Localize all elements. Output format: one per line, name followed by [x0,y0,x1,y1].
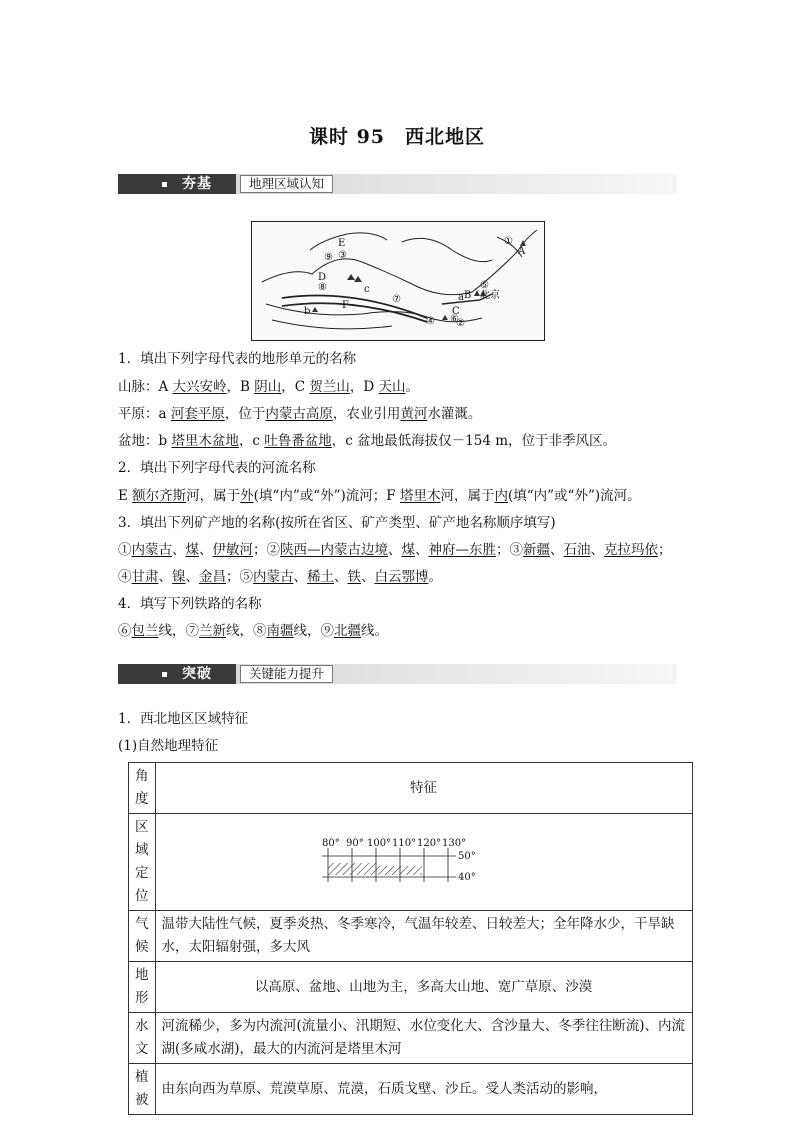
answer-blank: 新疆 [523,542,550,558]
features-table [128,762,693,1115]
square-bullet-icon [162,182,167,187]
map-label-9: ⑨ [324,252,333,263]
table-cell-key: 地形 [129,962,156,1013]
map-label-d: D [318,272,327,283]
answer-blank: 黄河 [400,406,428,422]
lon-label: 90° [345,838,364,849]
q1-basins: 盆地：b 塔里木盆地，c 吐鲁番盆地，c 盆地最低海拔仅－154 m，位于非季风区。 [118,433,617,449]
lon-label: 100° [366,838,391,849]
q1-plains: 平原：a 河套平原，位于内蒙古高原，农业引用黄河水灌溉。 [118,406,482,422]
table-cell-value [155,814,692,911]
answer-blank: 贺兰山 [309,379,350,395]
q2-heading: 2．填出下列字母代表的河流名称 [118,460,316,476]
map-label-1: ① [504,236,513,247]
q1-mountains: 山脉：A 大兴安岭，B 阴山，C 贺兰山，D 天山。 [118,379,420,395]
answer-blank: 克拉玛依 [604,542,658,558]
answer-blank: 吐鲁番盆地 [264,433,332,449]
answer-blank: 塔里木盆地 [171,433,239,449]
table-row [129,1013,693,1064]
subheading-1: 1．西北地区区域特征 [118,711,249,727]
section-tag: 夯基 [182,176,212,192]
map-label-e: E [338,238,346,249]
answer-blank: 金昌 [199,569,226,585]
answer-blank: 包兰 [131,623,159,639]
map-label-a-lower: a [458,292,464,303]
table-cell-key: 植被 [129,1064,156,1115]
q1-heading: 1．填出下列字母代表的地形单元的名称 [118,351,357,367]
map-label-2: ② [456,318,465,329]
q4-heading: 4．填写下列铁路的名称 [118,596,262,612]
answer-blank: 甘肃 [131,569,159,585]
map-label-c-lower: c [364,284,370,295]
answer-blank: 河套平原 [170,406,225,422]
answer-blank: 煤 [185,542,199,558]
answer-blank: 伊敏河 [212,542,253,558]
table-row [129,962,693,1013]
answer-blank: 天山 [378,379,406,395]
answer-blank: 塔里木 [399,488,441,504]
answer-blank: 白云鄂博 [374,569,429,585]
lon-label: 80° [321,838,340,849]
lat-label: 50° [457,851,476,862]
q3-line-2: ④甘肃、镍、金昌；⑤内蒙古、稀土、铁、白云鄂博。 [118,569,442,585]
answer-blank: 北疆 [334,623,361,639]
lon-label: 120° [416,838,441,849]
answer-blank: 内蒙古高原 [265,406,333,422]
square-bullet-icon [162,672,167,677]
answer-blank: 陕西—内蒙古边境 [280,542,388,558]
section-tag: 突破 [182,666,212,682]
answer-blank: 煤 [401,542,415,558]
answer-blank: 内 [494,488,508,504]
answer-blank: 稀土 [307,569,334,585]
table-cell-value: 由东向西为草原、荒漠草原、荒漠，石质戈壁、沙丘。受人类活动的影响， [155,1064,692,1115]
section-header-foundation [118,174,677,194]
answer-blank: 阴山 [254,379,282,395]
map-label-6: ⑥ [450,314,459,325]
lat-label: 40° [457,872,476,883]
map-label-a: A [518,246,526,257]
map-label-c: C [452,306,460,317]
map-label-4: ④ [426,316,435,327]
answer-blank: 内蒙古 [253,569,294,585]
table-header: 特征 [155,763,692,814]
map-label-7: ⑦ [392,294,401,305]
answer-blank: 大兴安岭 [172,379,227,395]
q4-railways: ⑥包兰线，⑦兰新线，⑧南疆线，⑨北疆线。 [118,623,388,639]
subheading-2: (1)自然地理特征 [118,738,219,754]
location-grid-figure [162,836,686,888]
q2-rivers: E 额尔齐斯河，属于外(填“内”或“外”)流河；F 塔里木河，属于内(填“内”或“外”)流河。 [118,488,641,504]
map-label-3: ③ [338,250,347,261]
map-figure [252,222,544,340]
q3-heading: 3．填出下列矿产地的名称(按所在省区、矿产类型、矿产地名称顺序填写) [118,515,556,531]
table-row [129,911,693,962]
table-cell-value: 以高原、盆地、山地为主，多高大山地、宽广草原、沙漠 [155,962,692,1013]
map-label-beijing: 北京 [480,290,500,301]
answer-blank: 外 [240,488,254,504]
map-label-8: ⑧ [318,282,327,293]
northwest-china-map [251,221,545,341]
map-label-f: F [342,300,349,311]
answer-blank: 内蒙古 [131,542,172,558]
table-cell-key: 区域定位 [129,814,156,911]
table-cell-key: 水文 [129,1013,156,1064]
answer-blank: 南疆 [266,623,294,639]
table-cell-value: 温带大陆性气候，夏季炎热、冬季寒冷，气温年较差、日较差大；全年降水少，干旱缺水，太阳辐射强，多大风 [155,911,692,962]
answer-blank: 神府—东胜 [428,542,496,558]
lon-label: 110° [391,838,416,849]
answer-blank: 额尔齐斯 [132,488,187,504]
table-row [129,1064,693,1115]
table-row [129,763,693,814]
map-label-b: B [464,290,472,301]
section-subtitle: 关键能力提升 [240,665,333,683]
answer-blank: 镍 [172,569,186,585]
answer-blank: 铁 [347,569,361,585]
table-header: 角度 [129,763,156,814]
table-cell-value: 河流稀少，多为内流河(流量小、汛期短、水位变化大、含沙量大、冬季往往断流)、内流湖(多咸水湖)，最大的内流河是塔里木河 [155,1013,692,1064]
table-row [129,814,693,911]
map-label-5: ⑤ [480,280,489,291]
lon-label: 130° [441,838,466,849]
page-title: 课时 95 西北地区 [308,126,486,148]
map-label-b-lower: b [304,306,311,317]
table-cell-key: 气候 [129,911,156,962]
q3-line-1: ①内蒙古、煤、伊敏河；②陕西—内蒙古边境、煤、神府—东胜；③新疆、石油、克拉玛依； [118,542,672,558]
answer-blank: 石油 [563,542,591,558]
section-subtitle: 地理区域认知 [240,175,333,193]
section-header-breakthrough [118,664,677,684]
answer-blank: 兰新 [199,623,226,639]
